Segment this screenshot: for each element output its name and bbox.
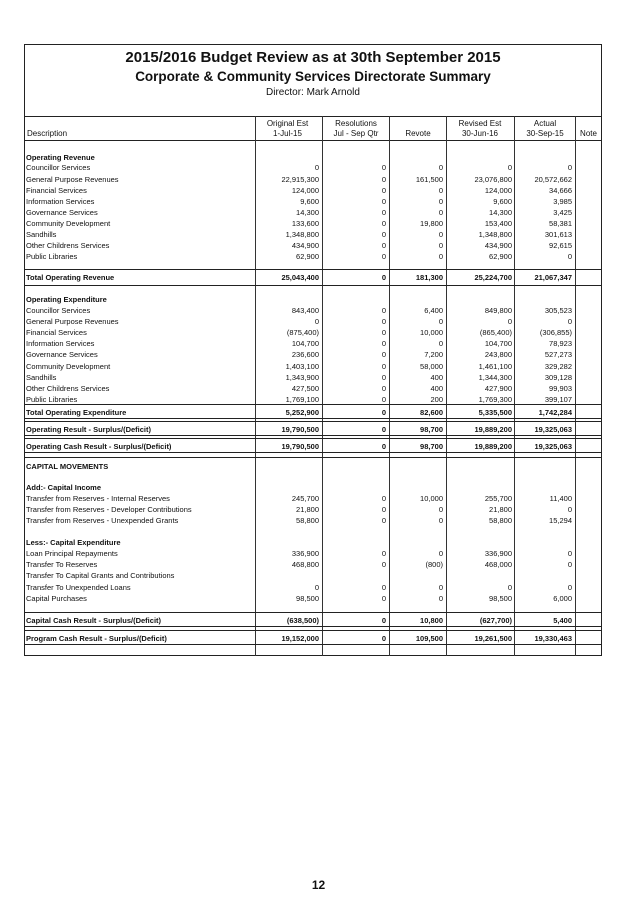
section-heading <box>26 461 600 472</box>
value-cell: 10,800 <box>420 616 443 625</box>
row-label: Total Operating Expenditure <box>26 408 127 417</box>
total-underline <box>24 626 602 627</box>
header-resolutions: Resolutions <box>335 119 377 128</box>
header-actual-date: 30-Sep-15 <box>526 129 564 138</box>
table-row <box>26 162 600 173</box>
value-cell: 0 <box>438 208 443 217</box>
value-cell: 19,889,200 <box>474 425 512 434</box>
value-cell: 0 <box>381 395 386 404</box>
value-cell: 0 <box>438 505 443 514</box>
value-cell: 0 <box>438 516 443 525</box>
row-label: Financial Services <box>26 186 87 195</box>
table-row <box>26 548 600 559</box>
value-cell: 10,000 <box>420 494 443 503</box>
value-cell: 109,500 <box>415 634 443 643</box>
table-row <box>26 559 600 570</box>
value-cell: 245,700 <box>291 494 319 503</box>
value-cell: 98,500 <box>296 594 319 603</box>
row-label: CAPITAL MOVEMENTS <box>26 462 109 471</box>
value-cell: 1,343,900 <box>285 373 319 382</box>
header-note: Note <box>580 129 597 138</box>
header-revote: Revote <box>405 129 431 138</box>
value-cell: 0 <box>567 583 572 592</box>
value-cell: 0 <box>381 241 386 250</box>
total-row <box>26 615 600 626</box>
value-cell: 98,700 <box>420 425 443 434</box>
table-row <box>26 582 600 593</box>
value-cell: 0 <box>381 560 386 569</box>
value-cell: 0 <box>381 197 386 206</box>
value-cell: 9,600 <box>493 197 512 206</box>
value-cell: 329,282 <box>544 362 572 371</box>
value-cell: 99,903 <box>549 384 572 393</box>
value-cell: 0 <box>438 252 443 261</box>
header-revised-est: Revised Est <box>458 119 502 128</box>
value-cell: 124,000 <box>291 186 319 195</box>
total-underline <box>24 285 602 286</box>
header-bottom-rule <box>24 140 602 141</box>
row-label: Public Libraries <box>26 395 78 404</box>
header-top-rule <box>24 116 602 117</box>
value-cell: 0 <box>381 273 386 282</box>
value-cell: 161,500 <box>415 175 443 184</box>
header-original-est: Original Est <box>266 119 309 128</box>
value-cell: 98,500 <box>489 594 512 603</box>
value-cell: 0 <box>438 594 443 603</box>
total-row <box>26 424 600 435</box>
value-cell: 236,600 <box>291 350 319 359</box>
table-row <box>26 316 600 327</box>
row-label: Operating Expenditure <box>26 295 107 304</box>
total-row <box>26 441 600 452</box>
total-rule <box>24 269 602 270</box>
value-cell: 34,666 <box>549 186 572 195</box>
row-label: Councillor Services <box>26 163 91 172</box>
value-cell: 19,889,200 <box>474 442 512 451</box>
value-cell: 15,294 <box>549 516 572 525</box>
row-label: Operating Cash Result - Surplus/(Deficit) <box>26 442 172 451</box>
value-cell: 0 <box>438 230 443 239</box>
total-rule <box>24 404 602 405</box>
value-cell: (627,700) <box>479 616 512 625</box>
table-row <box>26 361 600 372</box>
value-cell: 10,000 <box>420 328 443 337</box>
row-label: Transfer To Capital Grants and Contributions <box>26 571 175 580</box>
row-label: Financial Services <box>26 328 87 337</box>
table-row <box>26 218 600 229</box>
total-rule <box>24 421 602 422</box>
value-cell: 336,900 <box>484 549 512 558</box>
value-cell: 427,900 <box>484 384 512 393</box>
row-label: Operating Result - Surplus/(Deficit) <box>26 425 152 434</box>
table-row <box>26 493 600 504</box>
value-cell: 21,800 <box>296 505 319 514</box>
value-cell: 0 <box>381 408 386 417</box>
value-cell: 1,742,284 <box>538 408 572 417</box>
value-cell: 0 <box>381 494 386 503</box>
header-resolutions-period: Jul - Sep Qtr <box>333 129 379 138</box>
value-cell: 19,330,463 <box>534 634 572 643</box>
value-cell: 23,076,800 <box>474 175 512 184</box>
value-cell: 0 <box>567 252 572 261</box>
value-cell: 19,325,063 <box>534 442 572 451</box>
value-cell: (865,400) <box>479 328 512 337</box>
value-cell: 0 <box>567 163 572 172</box>
value-cell: (800) <box>425 560 443 569</box>
value-cell: 20,572,662 <box>534 175 572 184</box>
value-cell: 0 <box>314 583 319 592</box>
value-cell: 0 <box>381 350 386 359</box>
value-cell: 0 <box>507 583 512 592</box>
value-cell: 1,403,100 <box>285 362 319 371</box>
row-label: General Purpose Revenues <box>26 175 119 184</box>
value-cell: 104,700 <box>484 339 512 348</box>
value-cell: 0 <box>381 208 386 217</box>
row-label: Transfer from Reserves - Unexpended Grants <box>26 516 179 525</box>
value-cell: 0 <box>381 186 386 195</box>
value-cell: 82,600 <box>420 408 443 417</box>
row-label: Program Cash Result - Surplus/(Deficit) <box>26 634 167 643</box>
capital-divider <box>24 457 602 458</box>
value-cell: 58,000 <box>420 362 443 371</box>
value-cell: 0 <box>381 163 386 172</box>
value-cell: 0 <box>381 384 386 393</box>
value-cell: 0 <box>381 549 386 558</box>
section-heading <box>26 294 600 305</box>
value-cell: 468,000 <box>484 560 512 569</box>
table-row <box>26 515 600 526</box>
row-label: Other Childrens Services <box>26 241 110 250</box>
value-cell: 1,348,800 <box>285 230 319 239</box>
row-label: General Purpose Revenues <box>26 317 119 326</box>
row-label: Capital Cash Result - Surplus/(Deficit) <box>26 616 162 625</box>
total-underline <box>24 644 602 645</box>
total-rule <box>24 612 602 613</box>
table-row <box>26 338 600 349</box>
value-cell: 104,700 <box>291 339 319 348</box>
value-cell: 0 <box>381 339 386 348</box>
value-cell: 0 <box>438 186 443 195</box>
value-cell: 19,790,500 <box>281 425 319 434</box>
total-row <box>26 633 600 644</box>
value-cell: 434,900 <box>291 241 319 250</box>
value-cell: 25,043,400 <box>281 273 319 282</box>
value-cell: 0 <box>381 317 386 326</box>
value-cell: 0 <box>567 505 572 514</box>
row-label: Sandhills <box>26 373 57 382</box>
value-cell: 11,400 <box>549 494 572 503</box>
value-cell: 5,335,500 <box>478 408 512 417</box>
section-heading <box>26 482 600 493</box>
row-label: Loan Principal Repayments <box>26 549 118 558</box>
value-cell: 0 <box>438 197 443 206</box>
value-cell: 0 <box>381 425 386 434</box>
row-label: Governance Services <box>26 350 98 359</box>
value-cell: 255,700 <box>484 494 512 503</box>
value-cell: 0 <box>381 362 386 371</box>
row-label: Information Services <box>26 339 95 348</box>
table-row <box>26 327 600 338</box>
total-row <box>26 407 600 418</box>
row-label: Sandhills <box>26 230 57 239</box>
header-revised-date: 30-Jun-16 <box>461 129 499 138</box>
value-cell: 19,325,063 <box>534 425 572 434</box>
value-cell: 0 <box>381 328 386 337</box>
value-cell: 3,425 <box>553 208 572 217</box>
value-cell: 7,200 <box>424 350 443 359</box>
table-row <box>26 174 600 185</box>
row-label: Public Libraries <box>26 252 78 261</box>
section-heading <box>26 537 600 548</box>
value-cell: 0 <box>438 163 443 172</box>
table-row <box>26 570 600 581</box>
value-cell: 1,461,100 <box>478 362 512 371</box>
value-cell: 0 <box>507 317 512 326</box>
value-cell: 14,300 <box>296 208 319 217</box>
value-cell: 62,900 <box>296 252 319 261</box>
value-cell: 78,923 <box>549 339 572 348</box>
value-cell: 305,523 <box>544 306 572 315</box>
value-cell: 6,400 <box>424 306 443 315</box>
value-cell: 0 <box>381 175 386 184</box>
table-row <box>26 196 600 207</box>
row-label: Governance Services <box>26 208 98 217</box>
value-cell: 200 <box>430 395 443 404</box>
value-cell: 0 <box>438 241 443 250</box>
row-label: Transfer To Reserves <box>26 560 98 569</box>
table-row <box>26 593 600 604</box>
value-cell: 9,600 <box>300 197 319 206</box>
value-cell: 0 <box>567 560 572 569</box>
value-cell: 98,700 <box>420 442 443 451</box>
value-cell: 400 <box>430 384 443 393</box>
value-cell: 19,152,000 <box>281 634 319 643</box>
value-cell: 0 <box>567 317 572 326</box>
value-cell: 0 <box>438 583 443 592</box>
table-row <box>26 383 600 394</box>
value-cell: 0 <box>381 219 386 228</box>
value-cell: (875,400) <box>286 328 319 337</box>
value-cell: 153,400 <box>484 219 512 228</box>
value-cell: 25,224,700 <box>474 273 512 282</box>
row-label: Total Operating Revenue <box>26 273 115 282</box>
value-cell: 19,790,500 <box>281 442 319 451</box>
value-cell: 62,900 <box>489 252 512 261</box>
value-cell: 243,800 <box>484 350 512 359</box>
total-row <box>26 272 600 283</box>
value-cell: 5,400 <box>553 616 572 625</box>
table-row <box>26 372 600 383</box>
director-name: Director: Mark Arnold <box>266 87 360 98</box>
value-cell: 124,000 <box>484 186 512 195</box>
value-cell: (638,500) <box>286 616 319 625</box>
row-label: Add:- Capital Income <box>26 483 102 492</box>
value-cell: (306,855) <box>539 328 572 337</box>
value-cell: 0 <box>381 230 386 239</box>
value-cell: 19,261,500 <box>474 634 512 643</box>
row-label: Transfer To Unexpended Loans <box>26 583 131 592</box>
table-row <box>26 185 600 196</box>
value-cell: 427,500 <box>291 384 319 393</box>
page-title: 2015/2016 Budget Review as at 30th September 2015 <box>125 49 501 66</box>
header-actual: Actual <box>533 119 557 128</box>
value-cell: 92,615 <box>549 241 572 250</box>
total-underline <box>24 418 602 419</box>
value-cell: 3,985 <box>553 197 572 206</box>
value-cell: 0 <box>381 442 386 451</box>
table-row <box>26 305 600 316</box>
value-cell: 0 <box>381 583 386 592</box>
value-cell: 1,769,100 <box>285 395 319 404</box>
page-number: 12 <box>311 878 326 892</box>
header-description: Description <box>27 129 68 138</box>
value-cell: 1,769,300 <box>478 395 512 404</box>
value-cell: 0 <box>381 594 386 603</box>
row-label: Capital Purchases <box>26 594 87 603</box>
row-label: Community Development <box>26 219 111 228</box>
table-row <box>26 240 600 251</box>
value-cell: 0 <box>381 252 386 261</box>
value-cell: 0 <box>381 505 386 514</box>
header-original-date: 1-Jul-15 <box>273 129 302 138</box>
value-cell: 0 <box>314 317 319 326</box>
value-cell: 58,381 <box>549 219 572 228</box>
row-label: Operating Revenue <box>26 153 95 162</box>
value-cell: 22,915,300 <box>281 175 319 184</box>
value-cell: 0 <box>438 339 443 348</box>
row-label: Councillor Services <box>26 306 91 315</box>
value-cell: 400 <box>430 373 443 382</box>
value-cell: 843,400 <box>291 306 319 315</box>
value-cell: 5,252,900 <box>285 408 319 417</box>
value-cell: 58,800 <box>296 516 319 525</box>
value-cell: 434,900 <box>484 241 512 250</box>
table-row <box>26 349 600 360</box>
value-cell: 133,600 <box>291 219 319 228</box>
row-label: Less:- Capital Expenditure <box>26 538 121 547</box>
value-cell: 181,300 <box>415 273 443 282</box>
table-row <box>26 229 600 240</box>
value-cell: 0 <box>314 163 319 172</box>
value-cell: 0 <box>438 317 443 326</box>
value-cell: 0 <box>567 549 572 558</box>
value-cell: 309,128 <box>544 373 572 382</box>
total-underline <box>24 435 602 436</box>
row-label: Community Development <box>26 362 111 371</box>
value-cell: 0 <box>381 306 386 315</box>
total-underline <box>24 452 602 453</box>
total-rule <box>24 438 602 439</box>
row-label: Information Services <box>26 197 95 206</box>
table-row <box>26 504 600 515</box>
value-cell: 0 <box>438 549 443 558</box>
table-row <box>26 251 600 262</box>
value-cell: 527,273 <box>544 350 572 359</box>
total-rule <box>24 630 602 631</box>
value-cell: 301,613 <box>544 230 572 239</box>
value-cell: 0 <box>381 373 386 382</box>
value-cell: 0 <box>381 516 386 525</box>
row-label: Transfer from Reserves - Internal Reserves <box>26 494 170 503</box>
value-cell: 0 <box>381 616 386 625</box>
value-cell: 468,800 <box>291 560 319 569</box>
row-label: Other Childrens Services <box>26 384 110 393</box>
value-cell: 1,344,300 <box>478 373 512 382</box>
value-cell: 0 <box>507 163 512 172</box>
table-row <box>26 207 600 218</box>
page-subtitle: Corporate & Community Services Directorate Summary <box>135 69 491 84</box>
value-cell: 19,800 <box>420 219 443 228</box>
value-cell: 399,107 <box>544 395 572 404</box>
value-cell: 21,067,347 <box>534 273 572 282</box>
value-cell: 58,800 <box>489 516 512 525</box>
value-cell: 21,800 <box>489 505 512 514</box>
value-cell: 849,800 <box>484 306 512 315</box>
value-cell: 6,000 <box>553 594 572 603</box>
value-cell: 0 <box>381 634 386 643</box>
value-cell: 14,300 <box>489 208 512 217</box>
value-cell: 336,900 <box>291 549 319 558</box>
row-label: Transfer from Reserves - Developer Contributions <box>26 505 192 514</box>
value-cell: 1,348,800 <box>478 230 512 239</box>
